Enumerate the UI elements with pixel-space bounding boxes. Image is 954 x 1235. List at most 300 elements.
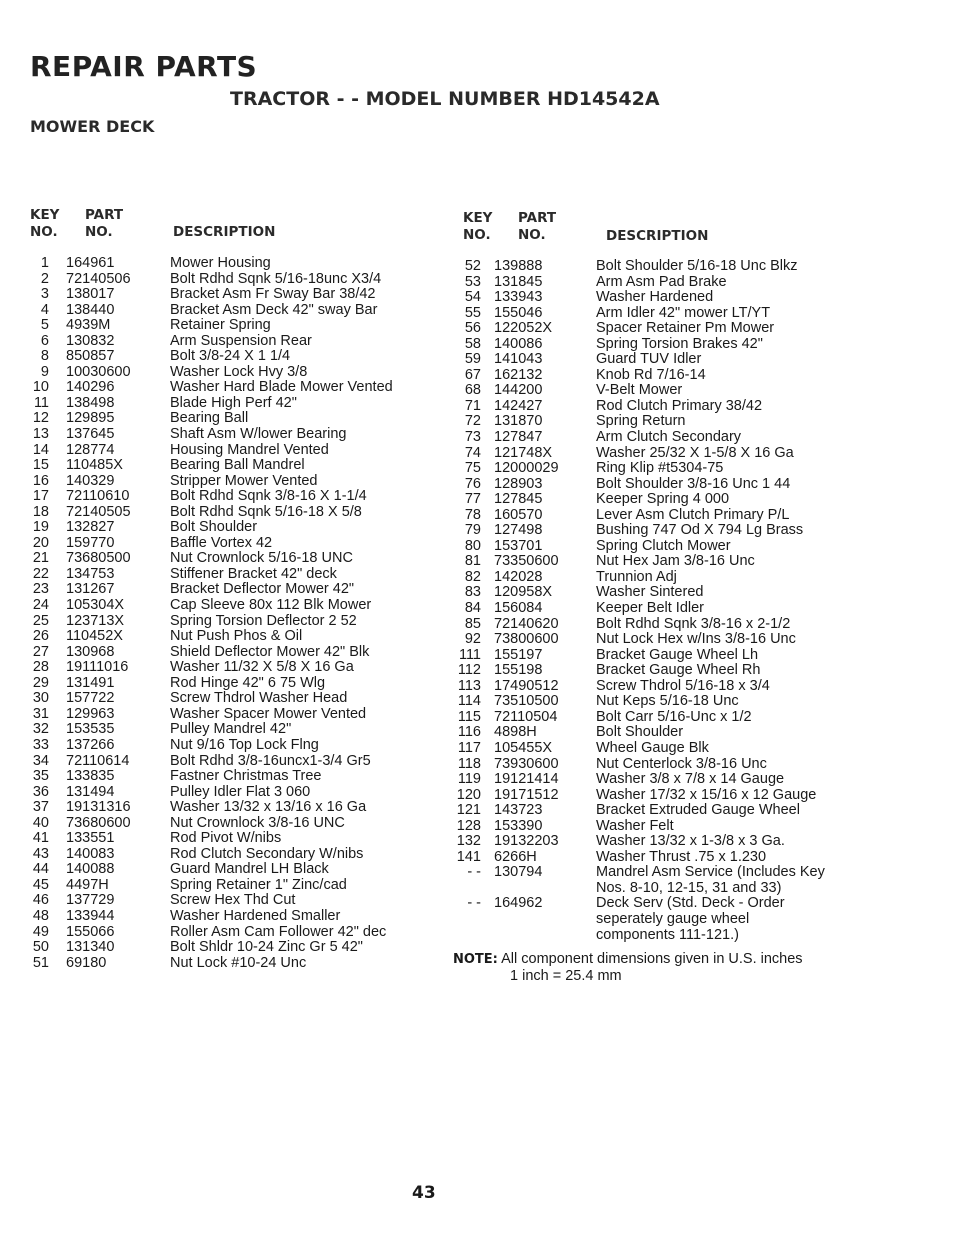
part-row [450,725,950,741]
part-row [450,275,950,291]
key-number: 16 [32,472,49,489]
part-description: Wheel Gauge Blk [596,739,709,756]
part-row [0,691,500,707]
part-row [450,928,950,944]
part-description: Arm Asm Pad Brake [596,273,727,290]
part-number: 140086 [494,335,543,352]
part-number: 131491 [66,674,115,691]
part-number: 4939M [66,317,111,334]
part-description: Bolt Shoulder [170,519,258,536]
part-row [0,458,500,474]
part-description: Bolt Rdhd Sqnk 5/16-18 X 5/8 [170,503,362,520]
key-number: 37 [32,799,49,816]
part-description: Baffle Vortex 42 [170,534,273,551]
part-number: 69180 [66,954,107,971]
key-number: 84 [464,600,481,617]
left-key-header [30,207,59,241]
part-description: Mower Housing [170,255,271,271]
part-row [0,287,500,303]
key-number: 112 [457,662,481,679]
part-description: Washer Felt [596,817,674,834]
key-number: 92 [464,631,481,648]
part-row [0,365,500,381]
key-number: 40 [32,814,49,831]
part-description: Roller Asm Cam Follower 42" dec [170,923,387,940]
part-number: 132827 [66,519,115,536]
part-description: Washer Thrust .75 x 1.230 [596,848,767,865]
part-row [450,399,950,415]
part-number: 73350600 [494,553,559,570]
part-description: Washer Hardened Smaller [170,907,341,924]
part-row [0,505,500,521]
part-description: Spring Torsion Deflector 2 52 [170,612,357,629]
part-description: Keeper Spring 4 000 [596,491,730,508]
part-description: Bolt Shoulder 5/16-18 Unc Blkz [596,258,798,274]
key-number: 77 [464,491,481,508]
part-row [450,508,950,524]
part-description: Bolt Shldr 10-24 Zinc Gr 5 42" [170,939,363,956]
part-row [450,632,950,648]
key-number: 25 [32,612,49,629]
part-row [450,337,950,353]
key-number: 81 [464,553,481,570]
key-number: 46 [32,892,49,909]
part-number: 72140506 [66,270,131,287]
part-row [450,585,950,601]
part-number: 19121414 [494,771,559,788]
part-row [0,816,500,832]
part-row [450,477,950,493]
part-row [0,645,500,661]
part-number: 105304X [66,597,125,614]
key-number: 17 [32,488,49,505]
part-number: 155198 [494,662,543,679]
part-description: Mandrel Asm Service (Includes Key [596,864,825,881]
part-description: Bolt Rdhd Sqnk 3/8-16 X 1-1/4 [170,488,367,505]
key-number: 79 [464,522,481,539]
part-number: 140088 [66,861,115,878]
part-row [0,754,500,770]
part-row [450,710,950,726]
part-number: 164961 [66,255,115,271]
part-description: Bracket Extruded Gauge Wheel [596,802,800,819]
part-number: 131267 [66,581,115,598]
key-number: 53 [464,273,481,290]
part-number: 141043 [494,351,543,368]
part-number: 164962 [494,895,543,912]
key-number: 55 [464,304,481,321]
key-number: 15 [32,457,49,474]
part-number: 156084 [494,600,543,617]
part-row [0,909,500,925]
part-row [0,676,500,692]
key-number: 22 [32,565,49,582]
part-number: 4898H [494,724,537,741]
key-number: 33 [32,736,49,753]
model-subtitle: TRACTOR - - MODEL NUMBER HD14542A [230,88,660,110]
key-number: 117 [457,739,481,756]
part-description: Washer 13/32 x 13/16 x 16 Ga [170,799,367,816]
part-number: 19131316 [66,799,131,816]
part-description: Rod Hinge 42" 6 75 Wlg [170,674,326,691]
part-number: 110452X [66,628,123,645]
part-description: Cap Sleeve 80x 112 Blk Mower [170,597,372,614]
part-row [450,601,950,617]
part-description: Bolt Shoulder 3/8-16 Unc 1 44 [596,475,791,492]
note-line-1: All component dimensions given in U.S. inches [501,951,803,967]
part-description: Ring Klip #t5304-75 [596,460,724,477]
key-number: 44 [32,861,49,878]
part-number: 131494 [66,783,115,800]
key-number: 115 [457,708,481,725]
part-description: Nut Lock Hex w/Ins 3/8-16 Unc [596,631,796,648]
right-parts-list [450,259,950,943]
part-row [0,334,500,350]
part-number: 139888 [494,258,543,274]
key-number: 19 [32,519,49,536]
part-number: 72110610 [66,488,130,505]
part-no-header-label: NO. [85,224,113,240]
part-description: Stripper Mower Vented [170,472,318,489]
part-number: 140296 [66,379,115,396]
part-description: Bracket Gauge Wheel Lh [596,646,759,663]
part-number: 138017 [66,286,115,303]
page-title: REPAIR PARTS [30,50,258,83]
key-number: 51 [32,954,49,971]
key-number: 78 [464,506,481,523]
part-row [0,893,500,909]
part-number: 129895 [66,410,115,427]
part-number: 73680600 [66,814,131,831]
part-number: 137645 [66,426,115,443]
part-row [0,598,500,614]
part-description: Nut 9/16 Top Lock Flng [170,736,319,753]
part-row [450,306,950,322]
part-description: Washer 3/8 x 7/8 x 14 Gauge [596,771,785,788]
part-number: 121748X [494,444,553,461]
part-row [0,567,500,583]
part-row [0,831,500,847]
part-row [450,694,950,710]
part-description: Pulley Idler Flat 3 060 [170,783,311,800]
part-number: 72110504 [494,708,558,725]
part-row [0,349,500,365]
key-number: 48 [32,907,49,924]
part-description: Nos. 8-10, 12-15, 31 and 33) [596,879,782,896]
part-number: 19171512 [494,786,559,803]
key-number: 74 [464,444,481,461]
part-row [450,834,950,850]
part-description: Nut Hex Jam 3/8-16 Unc [596,553,755,570]
key-number: 18 [32,503,49,520]
part-number: 144200 [494,382,543,399]
part-description: Spring Torsion Brakes 42" [596,335,763,352]
part-row [450,757,950,773]
part-description: Pulley Mandrel 42" [170,721,292,738]
key-number: 141 [456,848,481,865]
part-number: 130968 [66,643,115,660]
part-number: 73930600 [494,755,559,772]
key-number: 14 [32,441,49,458]
part-row [0,738,500,754]
key-number: 5 [40,317,49,334]
key-number: 132 [456,833,481,850]
part-number: 128903 [494,475,543,492]
key-header-label: KEY [463,210,493,226]
part-row [450,290,950,306]
part-number: 72110614 [66,752,130,769]
part-description: Stiffener Bracket 42" deck [170,565,337,582]
part-number: 128774 [66,441,115,458]
part-row [0,489,500,505]
key-number: 34 [32,752,49,769]
part-row [450,803,950,819]
part-row [450,446,950,462]
key-number: 72 [464,413,481,430]
part-number: 127847 [494,429,543,446]
key-number: 80 [464,537,481,554]
part-row [0,396,500,412]
part-description: Washer 13/32 x 1-3/8 x 3 Ga. [596,833,785,850]
key-number: 49 [32,923,49,940]
part-number: 157722 [66,690,115,707]
key-number: 2 [40,270,49,287]
part-row [450,570,950,586]
note-line-2: 1 inch = 25.4 mm [510,968,622,984]
part-description: Bearing Ball Mandrel [170,457,305,474]
part-description: Washer Sintered [596,584,704,601]
part-description: V-Belt Mower [596,382,683,399]
part-number: 122052X [494,320,553,337]
part-description: Washer Lock Hvy 3/8 [170,363,308,380]
part-description: Deck Serv (Std. Deck - Order [596,895,785,912]
part-row [0,800,500,816]
part-number: 73800600 [494,631,559,648]
key-number: 3 [40,286,49,303]
part-description: Bolt 3/8-24 X 1 1/4 [170,348,291,365]
key-number: 120 [456,786,481,803]
part-row [450,679,950,695]
part-number: 72140620 [494,615,559,632]
key-number: 83 [464,584,481,601]
part-number: 12000029 [494,460,559,477]
part-number: 73510500 [494,693,559,710]
part-row [0,614,500,630]
part-row [0,722,500,738]
part-description: Spring Return [596,413,686,430]
part-number: 105455X [494,739,553,756]
key-no-header-label: NO. [463,227,491,243]
note-label: NOTE: [453,952,498,967]
part-description: Rod Clutch Secondary W/nibs [170,845,364,862]
part-number: 153701 [494,537,543,554]
part-row [0,660,500,676]
key-number: 68 [464,382,481,399]
section-heading: MOWER DECK [30,117,155,136]
part-description: Rod Clutch Primary 38/42 [596,397,763,414]
part-number: 127498 [494,522,543,539]
key-number: 82 [464,568,481,585]
key-number: 58 [464,335,481,352]
part-number: 130794 [494,864,543,881]
part-header-label: PART [85,207,124,223]
key-number: 23 [32,581,49,598]
key-number: 28 [32,659,49,676]
part-number: 133943 [494,289,543,306]
part-description: Bracket Asm Fr Sway Bar 38/42 [170,286,376,303]
key-number: 30 [32,690,49,707]
right-key-header [463,210,492,244]
part-description: Guard Mandrel LH Black [170,861,329,878]
part-description: Washer Hard Blade Mower Vented [170,379,393,396]
part-row [0,551,500,567]
part-number: 133835 [66,768,115,785]
part-description: Knob Rd 7/16-14 [596,366,706,383]
part-row [450,383,950,399]
key-number: 56 [464,320,481,337]
part-row [450,865,950,881]
part-row [0,520,500,536]
part-row [0,318,500,334]
key-number: 111 [458,646,481,663]
part-description: Bearing Ball [170,410,249,427]
part-row [450,539,950,555]
part-number: 137266 [66,736,115,753]
part-number: 6266H [494,848,537,865]
part-number: 155066 [66,923,115,940]
part-description: Shield Deflector Mower 42" Blk [170,643,370,660]
part-number: 850857 [66,348,115,365]
part-row [450,430,950,446]
part-row [450,414,950,430]
part-description: Nut Push Phos & Oil [170,628,303,645]
key-number: 41 [32,830,49,847]
part-description: Trunnion Adj [596,568,677,585]
part-description: Bolt Carr 5/16-Unc x 1/2 [596,708,752,725]
part-description: Spring Clutch Mower [596,537,731,554]
key-number: 27 [32,643,49,660]
part-row [0,769,500,785]
part-number: 131870 [494,413,543,430]
part-row [450,663,950,679]
part-row [450,819,950,835]
part-row [450,554,950,570]
part-description: Arm Suspension Rear [170,332,312,349]
part-row [0,629,500,645]
part-number: 133551 [66,830,115,847]
part-description: Arm Clutch Secondary [596,429,742,446]
part-row [450,741,950,757]
part-row [0,940,500,956]
key-number: 20 [32,534,49,551]
key-number: 21 [32,550,49,567]
part-row [450,461,950,477]
part-description: Bolt Rdhd Sqnk 3/8-16 x 2-1/2 [596,615,791,632]
part-description: Washer 11/32 X 5/8 X 16 Ga [170,659,354,676]
key-number: - - [467,895,481,912]
part-description: Screw Thdrol Washer Head [170,690,348,707]
key-number: - - [467,864,481,881]
key-number: 12 [32,410,49,427]
part-description: Nut Crownlock 3/8-16 UNC [170,814,345,831]
part-row [0,582,500,598]
part-number: 140329 [66,472,115,489]
key-number: 8 [40,348,49,365]
key-number: 24 [32,597,49,614]
left-part-header [85,207,123,241]
part-number: 19132203 [494,833,559,850]
part-description: Washer Hardened [596,289,714,306]
key-number: 54 [464,289,481,306]
key-number: 10 [32,379,49,396]
part-description: Screw Thdrol 5/16-18 x 3/4 [596,677,770,694]
part-number: 155046 [494,304,543,321]
part-description: Washer Spacer Mower Vented [170,705,367,722]
part-row [450,352,950,368]
key-number: 6 [40,332,49,349]
part-description: Nut Crownlock 5/16-18 UNC [170,550,353,567]
key-number: 32 [32,721,49,738]
part-number: 143723 [494,802,543,819]
part-number: 138498 [66,394,115,411]
part-description: Nut Keps 5/16-18 Unc [596,693,739,710]
key-number: 13 [32,426,49,443]
part-description: Spring Retainer 1" Zinc/cad [170,876,347,893]
key-header-label: KEY [30,207,60,223]
key-number: 26 [32,628,49,645]
part-row [450,648,950,664]
left-parts-list [0,256,500,971]
part-row [0,878,500,894]
part-no-header-label: NO. [518,227,546,243]
part-number: 72140505 [66,503,131,520]
key-number: 75 [464,460,481,477]
key-number: 4 [40,301,49,318]
part-description: Bracket Gauge Wheel Rh [596,662,761,679]
part-number: 134753 [66,565,115,582]
part-row [0,925,500,941]
dimension-note [453,951,803,984]
part-row [0,443,500,459]
part-description: Arm Idler 42" mower LT/YT [596,304,771,321]
key-number: 71 [464,397,481,414]
key-number: 119 [457,771,481,788]
part-description: Bracket Asm Deck 42" sway Bar [170,301,378,318]
part-number: 159770 [66,534,115,551]
part-description: Keeper Belt Idler [596,600,705,617]
part-description: Washer 17/32 x 15/16 x 12 Gauge [596,786,817,803]
part-description: Housing Mandrel Vented [170,441,329,458]
part-row [0,785,500,801]
part-number: 19111016 [66,659,129,676]
part-row [0,862,500,878]
part-number: 120958X [494,584,553,601]
part-description: Lever Asm Clutch Primary P/L [596,506,790,523]
key-number: 43 [32,845,49,862]
part-header-label: PART [518,210,557,226]
part-row [450,523,950,539]
part-number: 162132 [494,366,543,383]
part-description: Shaft Asm W/lower Bearing [170,426,347,443]
part-description: Spacer Retainer Pm Mower [596,320,775,337]
part-number: 153390 [494,817,543,834]
part-number: 155197 [494,646,543,663]
part-number: 129963 [66,705,115,722]
key-number: 1 [40,255,49,271]
part-number: 130832 [66,332,115,349]
key-number: 85 [464,615,481,632]
part-number: 4497H [66,876,109,893]
